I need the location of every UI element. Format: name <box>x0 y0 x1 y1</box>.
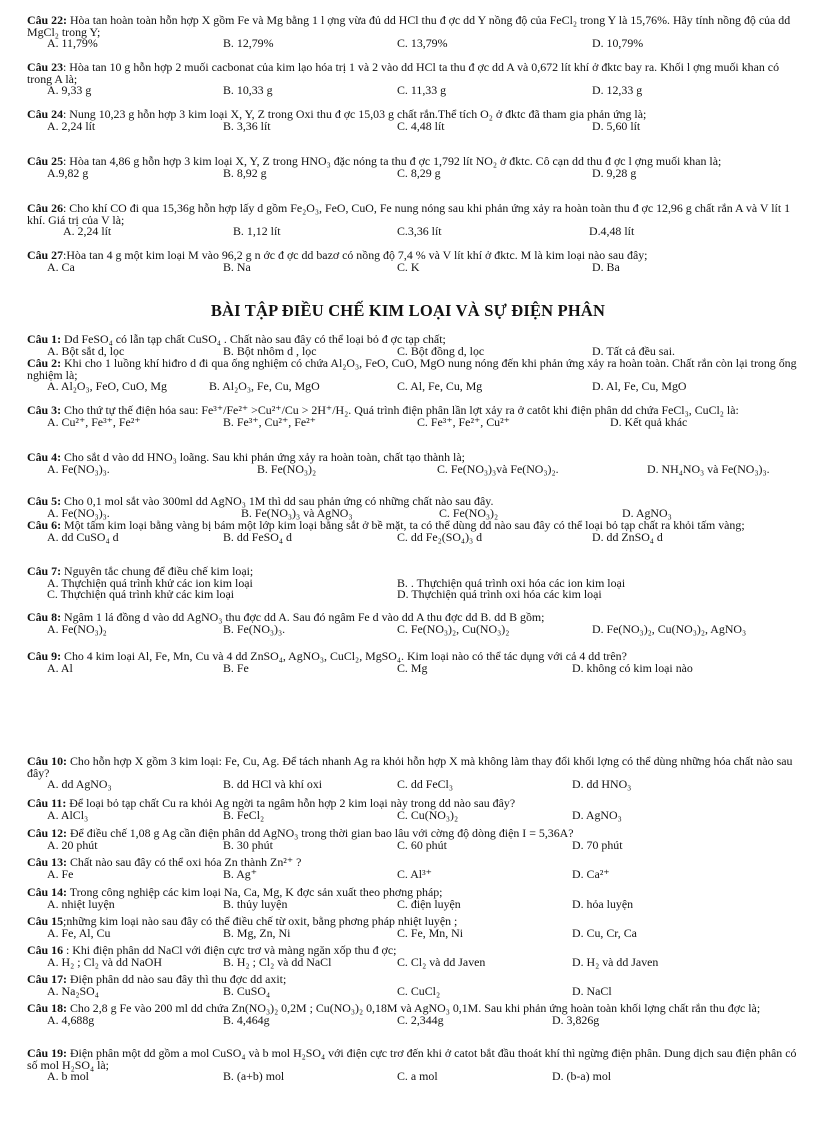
option-a: A. nhiệt luyện <box>47 896 115 911</box>
option-b: B. 10,33 g <box>223 83 273 98</box>
option-b: B. Fe(NO₃)₃ và AgNO₃ <box>241 505 353 520</box>
question-text: Cho hỗn hợp X gồm 3 kim loại: Fe, Cu, Ag. Để tách nhanh Ag ra khỏi hỗn hợp X mà không làm thay đổi khối lợng có thể dùng những hóa chất nào sau đây? <box>27 754 793 780</box>
question-10 <box>27 756 797 791</box>
option-c: C. dd FeCl₃ <box>397 777 454 792</box>
option-a: A. Al <box>47 660 73 675</box>
option-b: B. Na <box>223 259 251 274</box>
question-label: Câu 24 <box>27 107 64 121</box>
option-b: B. H₂ ; Cl₂ và dd NaCl <box>223 954 332 969</box>
option-b: B. dd FeSO₄ d <box>223 529 292 544</box>
option-d: D. (b-a) mol <box>552 1069 612 1084</box>
option-c: C. Fe(NO₃)₂ <box>439 505 499 520</box>
option-b: B. 30 phút <box>223 837 273 852</box>
option-d: D. không có kim loại nào <box>572 660 693 675</box>
question-text: : Hòa tan 10 g hỗn hợp 2 muối cacbonat của kim lạo hóa trị 1 và 2 vào dd HCl ta thu đ ợc dd A và 0,672 lít khí ở đktc bay ra. Khối l ợng muối khan có trong A là; <box>27 60 780 86</box>
option-d: D. AgNO₃ <box>572 807 622 822</box>
option-c: C. dd Fe₂(SO₄)₃ d <box>397 529 483 544</box>
option-c: C. điện luyện <box>397 896 461 911</box>
option-c: C. Fe(NO₃)₂, Cu(NO₃)₂ <box>397 621 510 636</box>
option-a: A. Bột sắt d, lọc <box>47 343 125 358</box>
question-11 <box>27 798 797 821</box>
question-5 <box>27 496 797 519</box>
option-b: B. thủy luyện <box>223 896 288 911</box>
question-text: Để loại bỏ tạp chất Cu ra khỏi Ag ngời ta ngâm hỗn hợp 2 kim loại này trong dd nào sau đây? <box>69 796 516 810</box>
option-b: B. 3,36 lít <box>223 118 271 133</box>
option-a: A. 2,24 lít <box>63 224 112 239</box>
option-b: B. 4,464g <box>223 1012 270 1027</box>
question-text: Điện phân dd nào sau đây thì thu đợc dd axit; <box>69 972 287 986</box>
option-a: A. dd CuSO₄ d <box>47 529 119 544</box>
option-c: C. 13,79% <box>397 36 448 51</box>
question-text: Ngâm 1 lá đồng d vào dd AgNO₃ thu đợc dd A. Sau đó ngâm Fe d vào dd A thu đợc dd B. dd B gồm; <box>64 610 545 624</box>
question-6 <box>27 520 797 543</box>
question-8 <box>27 612 797 635</box>
option-a: A. Fe, Al, Cu <box>47 925 111 940</box>
option-c: C. 11,33 g <box>397 83 447 98</box>
question-label: Câu 2: <box>27 356 62 370</box>
option-b: B. Fe(NO₃)₃. <box>223 621 286 636</box>
option-b: B. (a+b) mol <box>223 1069 285 1084</box>
option-d: D. NaCl <box>572 983 612 998</box>
option-b: B. FeCl₂ <box>223 807 265 822</box>
question-13 <box>27 857 797 880</box>
question-text: Cho thứ tự thế điện hóa sau: Fe³⁺/Fe²⁺ >Cu²⁺/Cu > 2H⁺/H₂. Quá trình điện phân lần lợt xảy ra ở catôt khi điện phân dd chứa FeCl₃, CuCl₂ là: <box>64 403 739 417</box>
question-27 <box>27 250 797 273</box>
option-a: A. Thựchiện quá trình khử các ion kim loại <box>47 575 253 590</box>
question-label: Câu 26 <box>27 201 64 215</box>
option-d: D. 3,826g <box>552 1012 600 1027</box>
option-a: A. Fe <box>47 866 74 881</box>
option-d: D. Ca²⁺ <box>572 866 610 881</box>
option-d: D. Tất cả đều sai. <box>592 343 675 358</box>
question-15 <box>27 916 797 939</box>
question-label: Câu 16 <box>27 943 64 957</box>
option-c: C. 8,29 g <box>397 165 441 180</box>
question-2 <box>27 358 797 393</box>
question-label: Câu 5: <box>27 494 62 508</box>
question-3 <box>27 405 797 428</box>
question-label: Câu 14: <box>27 885 67 899</box>
option-c: C. a mol <box>397 1069 438 1084</box>
option-d: D. dd HNO₃ <box>572 777 632 792</box>
question-text: Để điều chế 1,08 g Ag cần điện phân dd AgNO₃ trong thời gian bao lâu với cờng độ dòng điện I = 5,36A? <box>69 826 574 840</box>
option-c: C. 2,344g <box>397 1012 444 1027</box>
option-b: B. Fe <box>223 660 249 675</box>
option-d: D. H₂ và dd Javen <box>572 954 659 969</box>
question-label: Câu 4: <box>27 450 62 464</box>
question-label: Câu 9: <box>27 649 62 663</box>
section-heading: BÀI TẬP ĐIỀU CHẾ KIM LOẠI VÀ SỰ ĐIỆN PHÂN <box>210 301 606 320</box>
question-label: Câu 18: <box>27 1001 67 1015</box>
option-d: D. NH₄NO₃ và Fe(NO₃)₃. <box>647 461 770 476</box>
question-text: Điện phân một dd gồm a mol CuSO₄ và b mol H₂SO₄ với điện cực trơ đến khi ở catot bắt đầu thoát khí thì ngừng điện phân. Dung dịch sau điện phân có số mol H₂SO₄ là; <box>27 1046 797 1072</box>
option-d: D. Cu, Cr, Ca <box>572 925 637 940</box>
option-c: C. Al³⁺ <box>397 866 432 881</box>
option-c: C.3,36 lít <box>397 224 442 239</box>
option-b: B. . Thựchiện quá trình oxi hóa các ion kim loại <box>397 575 626 590</box>
option-c: C. Fe(NO₃)₃và Fe(NO₃)₂. <box>437 461 559 476</box>
option-c: C. Al, Fe, Cu, Mg <box>397 379 483 394</box>
question-9 <box>27 651 797 674</box>
question-text: Khi cho 1 luồng khí hiđro d đi qua ống nghiệm có chứa Al₂O₃, FeO, CuO, MgO nung nóng đến khi phản ứng xảy ra hoàn toàn. Chất rắn còn lại trong ống nghiệm là; <box>27 356 797 382</box>
question-text: Hòa tan hoàn toàn hỗn hợp X gồm Fe và Mg bằng 1 l ợng vừa đủ dd HCl thu đ ợc dd Y nồng độ của FeCl₂ trong Y là 15,76%. Hãy tính nồng độ của dd MgCl₂ trong Y; <box>27 13 791 39</box>
question-18 <box>27 1003 797 1026</box>
option-b: B. Ag⁺ <box>223 866 258 881</box>
question-text: :Hòa tan 4 g một kim loại M vào 96,2 g n ớc đ ợc dd bazơ có nồng độ 7,4 % và V lít khí ở đktc. M là kim loại nào sau đây; <box>63 248 648 262</box>
option-a: A. Ca <box>47 259 75 274</box>
question-text: Cho sắt d vào dd HNO₃ loãng. Sau khi phản ứng xảy ra hoàn toàn, chất tạo thành là; <box>61 450 465 464</box>
option-b: B. Fe³⁺, Cu²⁺, Fe²⁺ <box>223 414 316 429</box>
question-16 <box>27 945 797 968</box>
question-text: Cho 4 kim loại Al, Fe, Mn, Cu và 4 dd ZnSO₄, AgNO₃, CuCl₂, MgSO₄. Kim loại nào có thể tác dụng với cả 4 dd trên? <box>64 649 627 663</box>
option-a: A. 11,79% <box>47 36 98 51</box>
question-17 <box>27 974 797 997</box>
question-text: Một tấm kim loại bằng vàng bị bám một lớp kim loại bằng sắt ở bề mặt, ta có thể dùng dd nào sau đây có thể loại bỏ tạp chất ra khỏi tấm vàng; <box>64 518 745 532</box>
question-label: Câu 12: <box>27 826 67 840</box>
option-a: A. 2,24 lít <box>47 118 96 133</box>
question-text: : Khi điện phân dd NaCl với điện cực trơ và màng ngăn xốp thu đ ợc; <box>63 943 397 957</box>
option-c: C. Mg <box>397 660 428 675</box>
question-7 <box>27 566 797 601</box>
option-b: B. CuSO₄ <box>223 983 271 998</box>
question-label: Câu 3: <box>27 403 62 417</box>
option-a: A. Na₂SO₄ <box>47 983 99 998</box>
option-d: D. 9,28 g <box>592 165 637 180</box>
option-b: B. 12,79% <box>223 36 274 51</box>
option-d: D. Thựchiện quá trình oxi hóa các kim loại <box>397 587 602 602</box>
question-label: Câu 11: <box>27 796 67 810</box>
option-b: B. Mg, Zn, Ni <box>223 925 291 940</box>
option-d: D. 10,79% <box>592 36 644 51</box>
option-a: A. H₂ ; Cl₂ và dd NaOH <box>47 954 162 969</box>
question-1 <box>27 334 797 357</box>
option-a: A. Al₂O₃, FeO, CuO, Mg <box>47 379 167 394</box>
option-b: B. 1,12 lít <box>233 224 281 239</box>
question-text: : Cho khí CO đi qua 15,36g hỗn hợp lấy d gồm Fe₂O₃, FeO, CuO, Fe nung nóng sau khi phản ứng xảy ra hoàn toàn thu đ ợc 12,96 g chất rắn A và V lít 1 khí. Giá trị của V là; <box>27 201 791 227</box>
question-label: Câu 27 <box>27 248 64 262</box>
question-19 <box>27 1048 797 1083</box>
option-c: C. CuCl₂ <box>397 983 441 998</box>
option-d: D. 12,33 g <box>592 83 643 98</box>
question-label: Câu 17: <box>27 972 67 986</box>
question-text: : Nung 10,23 g hỗn hợp 3 kim loại X, Y, Z trong Oxi thu đ ợc 15,03 g chất rắn.Thể tích O₂ ở đktc đã tham gia phản ứng là; <box>63 107 647 121</box>
option-c: C. Fe³⁺, Fe²⁺, Cu²⁺ <box>417 414 510 429</box>
option-b: B. 8,92 g <box>223 165 267 180</box>
question-label: Câu 1: <box>27 332 62 346</box>
question-label: Câu 23 <box>27 60 64 74</box>
option-a: A. 4,688g <box>47 1012 95 1027</box>
question-label: Câu 25 <box>27 154 64 168</box>
question-23 <box>27 62 797 97</box>
question-12 <box>27 828 797 851</box>
option-d: D. 5,60 lít <box>592 118 641 133</box>
question-text: Cho 0,1 mol sắt vào 300ml dd AgNO₃ 1M thì dd sau phản ứng có những chất nào sau đây. <box>64 494 494 508</box>
question-text: ;những kim loại nào sau đây có thể điều chế từ oxit, bằng phơng pháp nhiệt luyện ; <box>63 914 458 928</box>
question-label: Câu 6: <box>27 518 62 532</box>
option-b: B. Fe(NO₃)₂ <box>257 461 317 476</box>
option-a: A. Cu²⁺, Fe³⁺, Fe²⁺ <box>47 414 141 429</box>
option-a: A. b mol <box>47 1069 89 1084</box>
question-text: Chất nào sau đây có thể oxi hóa Zn thành Zn²⁺ ? <box>69 855 302 869</box>
question-label: Câu 10: <box>27 754 67 768</box>
option-a: A.9,82 g <box>47 165 89 180</box>
option-c: C. Cu(NO₃)₂ <box>397 807 459 822</box>
question-text: Dd FeSO₄ có lẫn tạp chất CuSO₄ . Chất nào sau đây có thể loại bỏ đ ợc tạp chất; <box>64 332 446 346</box>
option-a: A. 9,33 g <box>47 83 92 98</box>
question-26 <box>27 203 797 238</box>
option-a: A. dd AgNO₃ <box>47 777 112 792</box>
question-label: Câu 8: <box>27 610 62 624</box>
option-d: D. hỏa luyện <box>572 896 634 911</box>
question-text: Cho 2,8 g Fe vào 200 ml dd chứa Zn(NO₃)₂ 0,2M ; Cu(NO₃)₂ 0,18M và AgNO₃ 0,1M. Sau khi phản ứng hoàn toàn khối lợng chất rắn thu đợc là; <box>69 1001 761 1015</box>
option-b: B. dd HCl và khí oxi <box>223 777 323 792</box>
question-label: Câu 7: <box>27 564 62 578</box>
option-c: C. Fe, Mn, Ni <box>397 925 464 940</box>
option-a: A. Fe(NO₃)₂ <box>47 621 107 636</box>
question-text: Nguyên tắc chung để điều chế kim loại; <box>64 564 254 578</box>
question-text: Trong công nghiệp các kim loại Na, Ca, Mg, K đợc sản xuất theo phơng pháp; <box>69 885 443 899</box>
option-a: A. Fe(NO₃)₃. <box>47 505 110 520</box>
option-a: A. Fe(NO₃)₃. <box>47 461 110 476</box>
option-c: C. 4,48 lít <box>397 118 445 133</box>
question-24 <box>27 109 797 132</box>
question-label: Câu 15 <box>27 914 64 928</box>
question-text: : Hòa tan 4,86 g hỗn hợp 3 kim loại X, Y, Z trong HNO₃ đặc nóng ta thu đ ợc 1,792 lít NO₂ ở đktc. Cô cạn dd thu đ ợc l ợng muối khan là; <box>63 154 722 168</box>
option-d: D.4,48 lít <box>589 224 635 239</box>
option-d: D. Kết quả khác <box>610 414 688 429</box>
option-d: D. 70 phút <box>572 837 623 852</box>
question-label: Câu 13: <box>27 855 67 869</box>
option-b: B. Al₂O₃, Fe, Cu, MgO <box>209 379 320 394</box>
option-c: C. Bột đồng d, lọc <box>397 343 485 358</box>
question-4 <box>27 452 797 475</box>
option-d: D. Ba <box>592 259 620 274</box>
question-25 <box>27 156 797 179</box>
question-label: Câu 19: <box>27 1046 67 1060</box>
option-d: D. dd ZnSO₄ d <box>592 529 663 544</box>
option-c: C. K <box>397 259 420 274</box>
option-d: D. AgNO₃ <box>622 505 672 520</box>
option-c: C. 60 phút <box>397 837 447 852</box>
option-d: D. Al, Fe, Cu, MgO <box>592 379 687 394</box>
option-a: A. 20 phút <box>47 837 98 852</box>
option-a: A. AlCl₃ <box>47 807 89 822</box>
option-c: C. Cl₂ và dd Javen <box>397 954 486 969</box>
option-d: D. Fe(NO₃)₂, Cu(NO₃)₂, AgNO₃ <box>592 621 747 636</box>
question-22 <box>27 15 797 50</box>
option-b: B. Bột nhôm d , lọc <box>223 343 317 358</box>
option-c: C. Thựchiện quá trình khử các kim loại <box>47 587 235 602</box>
question-14 <box>27 887 797 910</box>
question-label: Câu 22: <box>27 13 67 27</box>
